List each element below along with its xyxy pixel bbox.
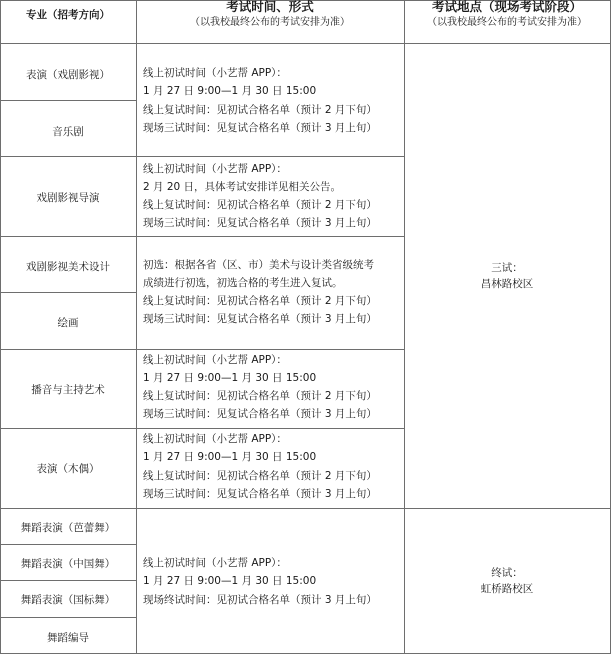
major-cell: 表演（戏剧影视） (26, 69, 110, 81)
grid-line (0, 653, 611, 654)
schedule-line: 线上初试时间（小艺帮 APP）： (143, 433, 287, 445)
major-cell: 绘画 (57, 317, 79, 329)
grid-line (404, 0, 405, 654)
schedule-line: 线上复试时间：见初试合格名单（预计 2 月下旬） (143, 295, 377, 307)
header-major: 专业（招考方向） (26, 9, 110, 21)
grid-line (0, 100, 136, 101)
schedule-line: 现场三试时间：见复试合格名单（预计 3 月上旬） (143, 488, 377, 500)
grid-line (610, 0, 611, 654)
header-location-title: 考试地点（现场考试阶段） (431, 0, 582, 14)
major-cell: 表演（木偶） (36, 463, 100, 475)
header-location-note: （以我校最终公布的考试安排为准） (427, 17, 587, 28)
header-time-note: （以我校最终公布的考试安排为准） (190, 17, 350, 28)
grid-line (0, 428, 404, 429)
schedule-line: 现场终试时间：见初试合格名单（预计 3 月上旬） (143, 594, 377, 606)
schedule-line: 线上复试时间：见初试合格名单（预计 2 月下旬） (143, 390, 377, 402)
schedule-line: 线上复试时间：见初试合格名单（预计 2 月下旬） (143, 470, 377, 482)
schedule-line: 现场三试时间：见复试合格名单（预计 3 月上旬） (143, 313, 377, 325)
major-cell: 舞蹈编导 (47, 632, 89, 644)
grid-line (0, 43, 611, 44)
schedule-line: 线上复试时间：见初试合格名单（预计 2 月下旬） (143, 199, 377, 211)
location-place: 虹桥路校区 (480, 583, 534, 595)
schedule-line: 线上初试时间（小艺帮 APP）： (143, 67, 287, 79)
schedule-line: 1 月 27 日 9:00—1 月 30 日 15:00 (143, 85, 317, 97)
schedule-line: 线上初试时间（小艺帮 APP）： (143, 163, 287, 175)
grid-line (136, 0, 137, 654)
schedule-line: 1 月 27 日 9:00—1 月 30 日 15:00 (143, 451, 317, 463)
schedule-line: 2 月 20 日，具体考试安排详见相关公告。 (143, 181, 342, 193)
schedule-line: 1 月 27 日 9:00—1 月 30 日 15:00 (143, 372, 317, 384)
grid-line (0, 349, 404, 350)
schedule-line: 1 月 27 日 9:00—1 月 30 日 15:00 (143, 575, 317, 587)
grid-line (0, 508, 611, 509)
grid-line (0, 236, 404, 237)
major-cell: 戏剧影视导演 (36, 192, 100, 204)
grid-line (0, 580, 136, 581)
grid-line (0, 156, 404, 157)
schedule-line: 线上复试时间：见初试合格名单（预计 2 月下旬） (143, 104, 377, 116)
grid-line (0, 544, 136, 545)
major-cell: 戏剧影视美术设计 (26, 261, 110, 273)
location-stage: 三试： (491, 262, 523, 274)
schedule-line: 线上初试时间（小艺帮 APP）： (143, 557, 287, 569)
major-cell: 舞蹈表演（国标舞） (20, 594, 116, 606)
header-time-title: 考试时间、形式 (226, 0, 314, 14)
schedule-line: 初选：根据各省（区、市）美术与设计类省级统考 (143, 259, 374, 271)
location-place: 昌林路校区 (480, 278, 534, 290)
grid-line (0, 292, 136, 293)
schedule-line: 现场三试时间：见复试合格名单（预计 3 月上旬） (143, 217, 377, 229)
schedule-line: 现场三试时间：见复试合格名单（预计 3 月上旬） (143, 122, 377, 134)
major-cell: 舞蹈表演（中国舞） (20, 558, 116, 570)
schedule-line: 成绩进行初选，初选合格的考生进入复试。 (143, 277, 343, 289)
major-cell: 音乐剧 (52, 126, 84, 138)
location-stage: 终试： (491, 567, 523, 579)
grid-line (0, 617, 136, 618)
major-cell: 播音与主持艺术 (31, 384, 105, 396)
schedule-line: 线上初试时间（小艺帮 APP）： (143, 354, 287, 366)
schedule-line: 现场三试时间：见复试合格名单（预计 3 月上旬） (143, 408, 377, 420)
major-cell: 舞蹈表演（芭蕾舞） (20, 522, 116, 534)
